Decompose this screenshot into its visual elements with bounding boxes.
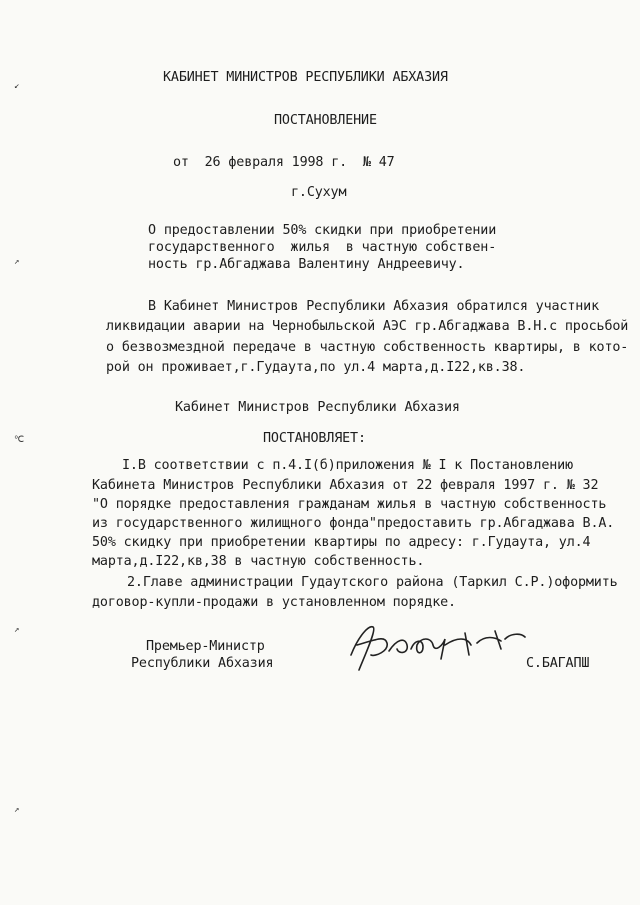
- handwritten-signature: [345, 615, 545, 685]
- document-type: ПОСТАНОВЛЕНИЕ: [274, 113, 377, 128]
- signatory-title: Премьер-Министр: [146, 639, 265, 654]
- intro-line: рой он проживает,г.Гудаута,по ул.4 марта,д.I22,кв.38.: [106, 360, 526, 375]
- organization-title: КАБИНЕТ МИНИСТРОВ РЕСПУБЛИКИ АБХАЗИЯ: [163, 70, 448, 85]
- signatory-title: Республики Абхазия: [131, 656, 274, 671]
- point1-line: I.В соответствии с п.4.I(б)приложения № I к Постановлению: [122, 458, 573, 473]
- intro-line: В Кабинет Министров Республики Абхазия обратился участник: [148, 299, 599, 314]
- subject-line: ность гр.Абгаджава Валентину Андреевичу.: [148, 257, 465, 272]
- punch-hole-mark: ↗: [14, 805, 20, 815]
- subject-line: О предоставлении 50% скидки при приобретении: [148, 223, 497, 238]
- intro-line: о безвозмездной передаче в частную собственность квартиры, в кото-: [106, 340, 629, 355]
- cabinet-line: Кабинет Министров Республики Абхазия: [175, 400, 460, 415]
- punch-hole-mark: ↙: [14, 81, 20, 91]
- point2-line: 2.Главе администрации Гудаутского района (Таркил С.Р.)оформить: [127, 575, 618, 590]
- city: г.Сухум: [291, 185, 347, 200]
- signatory-name: С.БАГАПШ: [526, 656, 590, 671]
- date-line: от 26 февраля 1998 г. № 47: [173, 155, 395, 170]
- point1-line: из государственного жилищного фонда"предоставить гр.Абгаджава В.А.: [92, 516, 615, 531]
- point2-line: договор-купли-продажи в установленном порядке.: [92, 595, 456, 610]
- point1-line: марта,д.I22,кв,38 в частную собственность.: [92, 554, 425, 569]
- punch-hole-mark: ↗: [14, 257, 20, 267]
- resolves-heading: ПОСТАНОВЛЯЕТ:: [263, 431, 366, 446]
- point1-line: "О порядке предоставления гражданам жилья в частную собственность: [92, 497, 607, 512]
- subject-line: государственного жилья в частную собствен-: [148, 240, 497, 255]
- punch-hole-mark: ℃: [14, 435, 25, 445]
- point1-line: 50% скидку при приобретении квартиры по адресу: г.Гудаута, ул.4: [92, 535, 591, 550]
- punch-hole-mark: ↗: [14, 625, 20, 635]
- point1-line: Кабинета Министров Республики Абхазия от 22 февраля 1997 г. № 32: [92, 478, 599, 493]
- intro-line: ликвидации аварии на Чернобыльской АЭС гр.Абгаджава В.Н.с просьбой: [106, 319, 629, 334]
